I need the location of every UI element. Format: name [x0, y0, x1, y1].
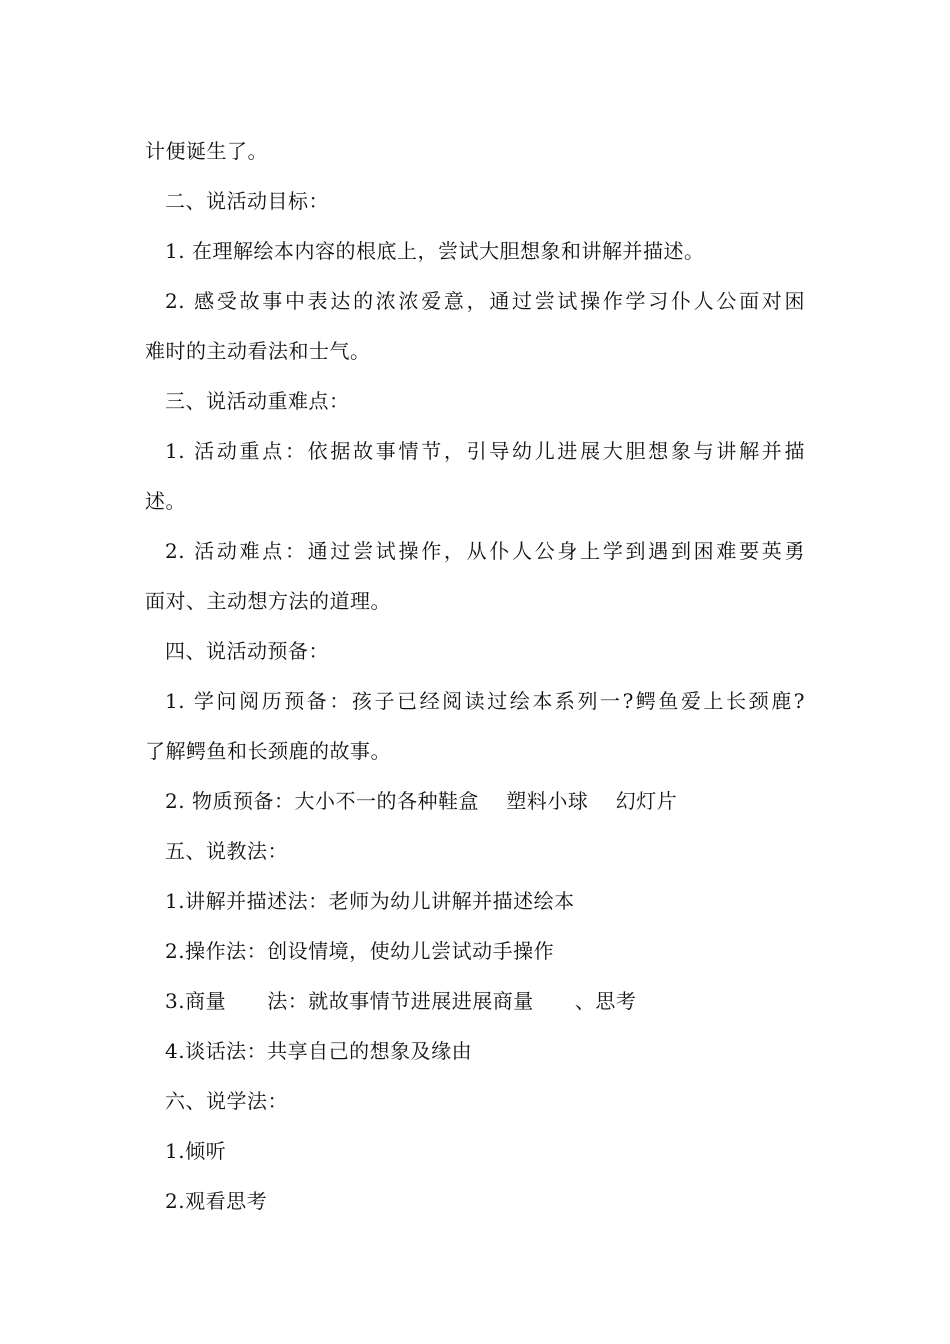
paragraph-line: 1. 活动重点：依据故事情节，引导幼儿进展大胆想象与讲解并描 [165, 439, 805, 463]
list-item: 1.讲解并描述法：老师为幼儿讲解并描述绘本 [165, 889, 575, 913]
paragraph-line: 述。 [145, 489, 186, 513]
paragraph-line: 难时的主动看法和士气。 [145, 339, 371, 363]
section-heading: 四、说活动预备： [165, 639, 329, 663]
paragraph-line: 2. 物质预备：大小不一的各种鞋盒 塑料小球 幻灯片 [165, 789, 678, 813]
paragraph-line: 面对、主动想方法的道理。 [145, 589, 391, 613]
paragraph-line: 1. 学问阅历预备：孩子已经阅读过绘本系列一?鳄鱼爱上长颈鹿? [165, 689, 805, 713]
section-heading: 二、说活动目标： [165, 189, 329, 213]
section-heading: 三、说活动重难点： [165, 389, 350, 413]
list-item: 2.观看思考 [165, 1189, 268, 1213]
section-heading: 五、说教法： [165, 839, 288, 863]
list-item: 2.操作法：创设情境，使幼儿尝试动手操作 [165, 939, 555, 963]
paragraph-line: 计便诞生了。 [145, 139, 268, 163]
list-item: 1.倾听 [165, 1139, 227, 1163]
paragraph-line: 1. 在理解绘本内容的根底上，尝试大胆想象和讲解并描述。 [165, 239, 705, 263]
list-item: 4.谈话法：共享自己的想象及缘由 [165, 1039, 473, 1063]
paragraph-line: 了解鳄鱼和长颈鹿的故事。 [145, 739, 391, 763]
paragraph-line: 2. 活动难点：通过尝试操作，从仆人公身上学到遇到困难要英勇 [165, 539, 805, 563]
list-item: 3.商量 法：就故事情节进展进展商量 、思考 [165, 989, 637, 1013]
paragraph-line: 2. 感受故事中表达的浓浓爱意，通过尝试操作学习仆人公面对困 [165, 289, 805, 313]
section-heading: 六、说学法： [165, 1089, 288, 1113]
